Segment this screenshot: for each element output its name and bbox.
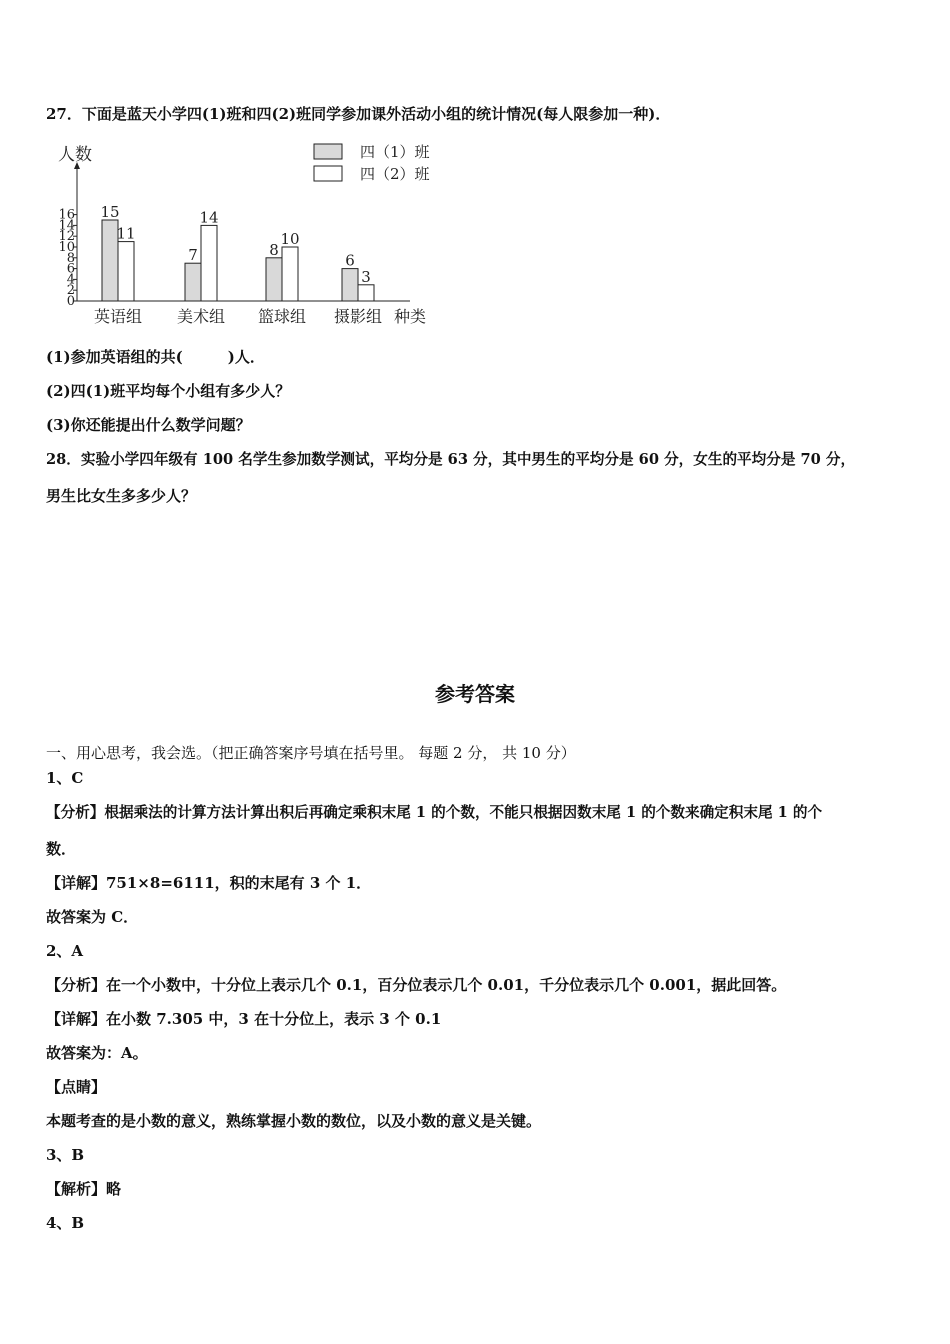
y-tick-label: 8: [66, 250, 75, 266]
category-label: 篮球组: [257, 307, 307, 326]
legend-label: 四（1）班: [360, 143, 430, 161]
q27-sub3: (3)你还能提出什么数学问题？: [46, 416, 251, 434]
bar: [342, 269, 358, 301]
section1-heading: 一、用心思考，我会选。（把正确答案序号填在括号里。 每题 2 分， 共 10 分）: [46, 744, 576, 762]
y-tick-label: 10: [58, 240, 75, 255]
chart-y-ticks: [58, 208, 77, 309]
bar-value-label: 7: [188, 246, 198, 265]
legend-swatch: [314, 166, 342, 181]
category-label: 摄影组: [333, 307, 383, 326]
answer-1-conclusion: 故答案为 C．: [46, 908, 139, 926]
q27-sub1: (1)参加英语组的共( )人．: [46, 348, 265, 366]
bar-chart: [40, 138, 450, 333]
category-label: 美术组: [176, 307, 226, 326]
answer-2-analysis: 【分析】在一个小数中，十分位上表示几个 0.1，百分位表示几个 0.01，千分位表示几个 0.001，据此回答。: [46, 976, 787, 994]
answer-2-comment: 本题考查的是小数的意义，熟练掌握小数的数位，以及小数的意义是关键。: [46, 1112, 542, 1130]
chart-bars: [100, 203, 374, 301]
answer-2-detail: 【详解】在小数 7.305 中，3 在十分位上，表示 3 个 0.1: [46, 1010, 442, 1028]
q28-line2: 男生比女生多多少人？: [46, 487, 197, 505]
q28-line1: 28．实验小学四年级有 100 名学生参加数学测试，平均分是 63 分，其中男生的平均分是 60 分，女生的平均分是 70 分，: [46, 451, 856, 468]
bar-value-label: 14: [199, 208, 219, 227]
y-tick-label: 6: [66, 261, 75, 277]
answer-2-number: 2、A: [46, 942, 84, 960]
bar-value-label: 10: [280, 230, 300, 248]
bar: [118, 242, 134, 301]
y-axis-label: 人数: [58, 145, 92, 165]
answer-3-number: 3、B: [46, 1146, 85, 1164]
answer-1-number: 1、C: [46, 769, 84, 787]
bar-value-label: 8: [269, 240, 279, 259]
y-tick-label: 0: [66, 294, 75, 309]
y-tick-label: 12: [58, 229, 75, 245]
y-tick-label: 4: [66, 272, 75, 288]
answer-2-comment-label: 【点睛】: [46, 1078, 107, 1096]
y-tick-label: 2: [66, 283, 75, 299]
bar-value-label: 6: [345, 251, 355, 270]
y-tick-label: 16: [58, 207, 75, 223]
bar: [266, 258, 282, 301]
category-label: 英语组: [93, 307, 143, 326]
q27-intro: 27．下面是蓝天小学四(1)班和四(2)班同学参加课外活动小组的统计情况(每人限参加一种)．: [46, 105, 671, 123]
legend-swatch: [314, 144, 342, 159]
x-axis-label: 种类: [394, 307, 427, 326]
bar: [358, 285, 374, 301]
answer-2-conclusion: 故答案为：A。: [46, 1044, 148, 1062]
answer-1-detail: 【详解】751×8=6111，积的末尾有 3 个 1．: [46, 874, 372, 892]
answers-title: 参考答案: [435, 682, 515, 706]
bar-value-label: 3: [361, 267, 371, 286]
answer-4-number: 4、B: [46, 1214, 85, 1232]
answer-1-analysis-cont: 数．: [46, 840, 77, 858]
legend-label: 四（2）班: [360, 165, 430, 183]
answer-1-analysis: 【分析】根据乘法的计算方法计算出积后再确定乘积末尾 1 的个数，不能只根据因数末尾 1 的个数来确定积末尾 1 的个: [46, 804, 823, 821]
bar: [201, 225, 217, 301]
chart-categories: [94, 307, 382, 326]
bar: [185, 263, 201, 301]
chart-legend: [314, 143, 430, 183]
y-tick-label: 14: [58, 218, 75, 234]
answer-3-analysis: 【解析】略: [46, 1180, 122, 1198]
q27-sub2: (2)四(1)班平均每个小组有多少人？: [46, 382, 291, 400]
bar-value-label: 11: [116, 224, 136, 243]
bar: [282, 247, 298, 301]
bar-value-label: 15: [100, 203, 120, 221]
